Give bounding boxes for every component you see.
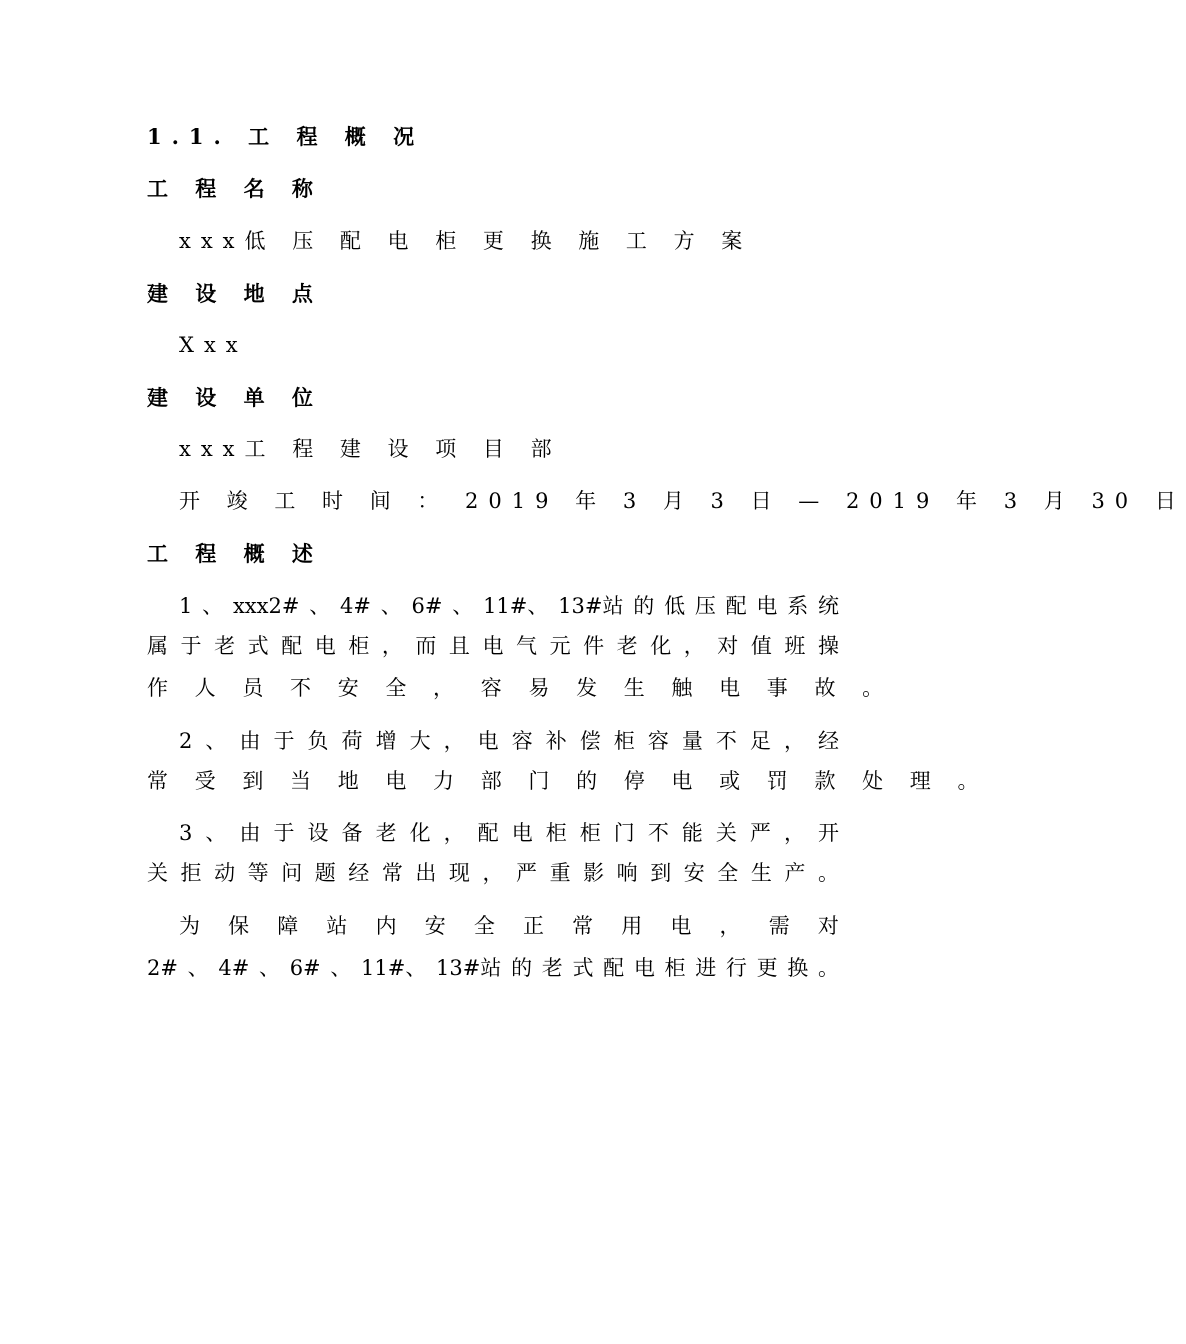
text-token: 元	[549, 634, 571, 658]
text-token: 足	[749, 729, 771, 753]
paragraph-2-line-2: 常 受 到 当 地 电 力 部 门 的 停 电 或 罚 款 处 理 。	[147, 769, 989, 793]
text-token: 13#站	[436, 956, 502, 980]
text-token: 设	[307, 821, 329, 845]
text-token: 老	[214, 634, 236, 658]
text-token: 6#	[411, 594, 443, 618]
text-token: 、	[205, 729, 227, 753]
text-token: ，	[683, 634, 705, 658]
owner-value: xxx工 程 建 设 项 目 部	[179, 437, 562, 461]
text-token: 系	[787, 594, 809, 618]
text-token: 安	[424, 914, 446, 938]
text-token: 的	[511, 956, 533, 980]
text-token: 到	[650, 861, 672, 885]
text-token: 负	[307, 729, 329, 753]
text-token: 配	[281, 634, 303, 658]
text-token: 行	[725, 956, 747, 980]
text-token: ，	[783, 729, 805, 753]
text-token: 于	[273, 821, 295, 845]
text-token: 经	[817, 729, 839, 753]
text-token: 重	[549, 861, 571, 885]
text-token: 4#	[340, 594, 371, 618]
text-token: 柜	[348, 634, 370, 658]
text-token: 安	[683, 861, 705, 885]
text-token: ，	[443, 729, 465, 753]
text-token: 更	[756, 956, 778, 980]
text-token: 配	[603, 956, 625, 980]
paragraph-2-line-1	[179, 731, 839, 752]
text-token: 2#	[147, 956, 178, 980]
text-token: 气	[516, 634, 538, 658]
text-token: 容	[511, 729, 533, 753]
text-token: 现	[448, 861, 470, 885]
text-token: 经	[348, 861, 370, 885]
overview-heading: 工 程 概 述	[147, 541, 323, 566]
text-token: 3	[179, 821, 193, 845]
text-token: ，	[719, 914, 741, 938]
text-token: 。	[817, 861, 839, 885]
text-token: ，	[381, 634, 403, 658]
text-token: 于	[180, 634, 202, 658]
location-value: Xxx	[179, 333, 248, 357]
text-token: 出	[415, 861, 437, 885]
text-token: 产	[784, 861, 806, 885]
text-token: 常	[572, 914, 594, 938]
paragraph-4-line-2	[147, 958, 839, 979]
text-token: 开	[817, 821, 839, 845]
text-token: 电	[756, 594, 778, 618]
text-token: 动	[214, 861, 236, 885]
text-token: 属	[147, 634, 168, 658]
text-token: 影	[583, 861, 605, 885]
text-token: 、	[452, 594, 474, 618]
text-token: 全	[717, 861, 739, 885]
section-title: 1.1. 工 程 概 况	[147, 124, 425, 149]
text-token: 电	[314, 634, 336, 658]
text-token: 正	[522, 914, 544, 938]
text-token: ，	[783, 821, 805, 845]
text-token: 题	[314, 861, 336, 885]
text-token: 、	[205, 821, 227, 845]
text-token: 常	[381, 861, 403, 885]
text-token: 1	[179, 594, 193, 618]
text-token: 11#、	[361, 956, 427, 980]
text-token: 电	[511, 821, 533, 845]
text-token: 增	[375, 729, 397, 753]
text-token: 配	[725, 594, 747, 618]
text-token: 柜	[613, 729, 635, 753]
text-token: 障	[277, 914, 299, 938]
text-token: 生	[750, 861, 772, 885]
text-token: xxx2#	[232, 594, 300, 618]
text-token: 站	[326, 914, 348, 938]
text-token: 11#、	[483, 594, 549, 618]
text-token: 不	[647, 821, 669, 845]
text-token: 、	[309, 594, 331, 618]
text-token: 6#	[289, 956, 321, 980]
text-token: 、	[330, 956, 352, 980]
paragraph-3-line-2	[147, 863, 839, 884]
text-token: 用	[621, 914, 643, 938]
text-token: 不	[715, 729, 737, 753]
paragraph-3-line-1	[179, 823, 839, 844]
text-token: 的	[633, 594, 655, 618]
text-token: 电	[477, 729, 499, 753]
text-token: 式	[572, 956, 594, 980]
text-token: 换	[787, 956, 809, 980]
paragraph-1-line-1	[179, 596, 839, 617]
text-token: 保	[228, 914, 250, 938]
text-token: 统	[817, 594, 839, 618]
text-token: 值	[750, 634, 772, 658]
text-token: 对	[817, 914, 839, 938]
paragraph-1-line-3: 作 人 员 不 安 全 ， 容 易 发 生 触 电 事 故 。	[147, 676, 894, 700]
text-token: 柜	[664, 956, 686, 980]
text-token: 电	[670, 914, 692, 938]
text-token: 柜	[579, 821, 601, 845]
text-token: 于	[273, 729, 295, 753]
text-token: 拒	[180, 861, 202, 885]
text-token: 电	[633, 956, 655, 980]
text-token: 式	[247, 634, 269, 658]
text-token: 电	[482, 634, 504, 658]
text-token: 等	[247, 861, 269, 885]
text-token: 。	[817, 956, 839, 980]
text-token: 2	[179, 729, 193, 753]
text-token: 由	[239, 821, 261, 845]
text-token: 4#	[218, 956, 250, 980]
text-token: 化	[409, 821, 431, 845]
text-token: 13#站	[558, 594, 624, 618]
text-token: 全	[473, 914, 495, 938]
text-token: 化	[650, 634, 672, 658]
text-token: 压	[694, 594, 716, 618]
text-token: 大	[409, 729, 431, 753]
schedule-line: 开 竣 工 时 间 ： 2019 年 3 月 3 日 — 2019 年 3 月 30 日	[179, 489, 1186, 513]
text-token: 、	[380, 594, 402, 618]
text-token: 、	[202, 594, 224, 618]
text-token: 补	[545, 729, 567, 753]
text-token: 、	[187, 956, 209, 980]
paragraph-4-line-1	[179, 916, 839, 937]
text-token: 严	[749, 821, 771, 845]
text-token: 严	[516, 861, 538, 885]
text-token: 量	[681, 729, 703, 753]
location-heading: 建 设 地 点	[147, 281, 323, 306]
text-token: 老	[541, 956, 563, 980]
text-token: 、	[259, 956, 280, 980]
paragraph-1-line-2	[147, 636, 839, 657]
text-token: 需	[768, 914, 790, 938]
text-token: 关	[147, 861, 168, 885]
text-token: 操	[817, 634, 839, 658]
text-token: 对	[717, 634, 739, 658]
text-token: 老	[616, 634, 638, 658]
text-token: 件	[583, 634, 605, 658]
text-token: 由	[239, 729, 261, 753]
text-token: 偿	[579, 729, 601, 753]
text-token: ，	[482, 861, 504, 885]
text-token: 老	[375, 821, 397, 845]
text-token: 进	[695, 956, 717, 980]
text-token: 内	[375, 914, 397, 938]
text-token: ，	[443, 821, 465, 845]
text-token: 而	[415, 634, 437, 658]
text-token: 响	[616, 861, 638, 885]
text-token: 配	[477, 821, 499, 845]
text-token: 班	[784, 634, 806, 658]
text-token: 且	[448, 634, 470, 658]
text-token: 能	[681, 821, 703, 845]
text-token: 荷	[341, 729, 363, 753]
project-name-heading: 工 程 名 称	[147, 176, 323, 201]
text-token: 关	[715, 821, 737, 845]
text-token: 备	[341, 821, 363, 845]
owner-heading: 建 设 单 位	[147, 385, 323, 410]
text-token: 问	[281, 861, 303, 885]
text-token: 容	[647, 729, 669, 753]
text-token: 为	[179, 914, 200, 938]
project-name-value: xxx低 压 配 电 柜 更 换 施 工 方 案	[179, 229, 753, 253]
text-token: 低	[664, 594, 686, 618]
text-token: 门	[613, 821, 635, 845]
text-token: 柜	[545, 821, 567, 845]
